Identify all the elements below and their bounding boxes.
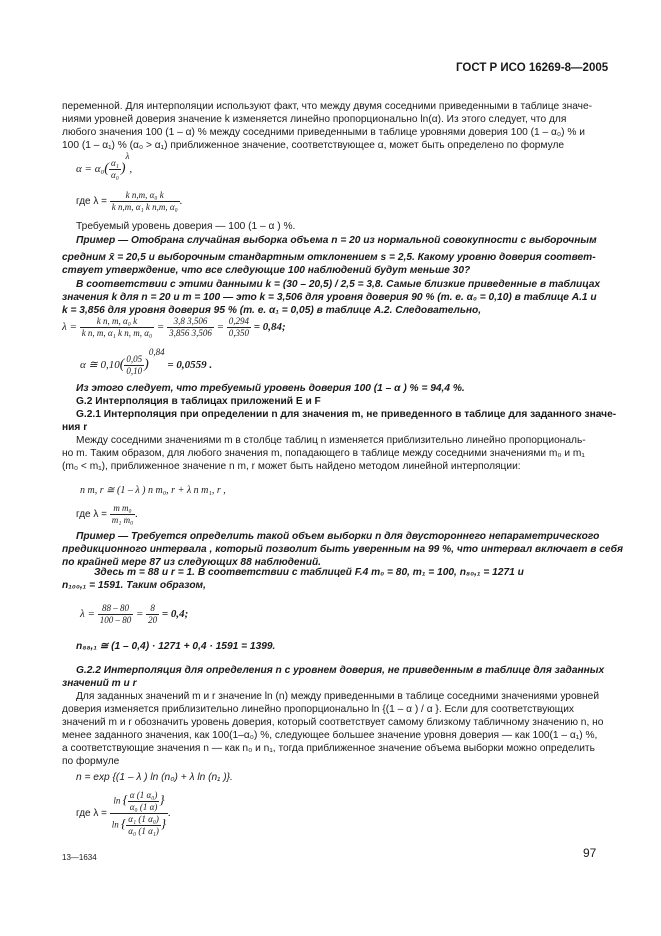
- text-line: ния r: [62, 422, 88, 433]
- text-line: по крайней мере 87 из следующих 88 наблюдений.: [62, 557, 321, 568]
- text-line: G.2.2 Интерполяция для определения n с уровнем доверия, не приведенным в таблице для заданных: [76, 665, 605, 676]
- formula-lambda-definition: где λ = $\frac{\text{k n,m, α₀ k}}{\text{k n,m, α₁ k n,m, α₀}}$ .: [76, 190, 183, 212]
- formula-alpha-example: α ≅ 0,10( $\frac{0,05}{0,10}$ )$^{0,84}$ = 0,0559 .: [80, 347, 213, 376]
- section-g2-heading: G.2 Интерполяция в таблицах приложений Е и F: [76, 396, 321, 407]
- text-line: любого значения 100 (1 – α) % между соседними приведенными в таблице уровнями доверия 100 (1 – α₀) % и: [62, 127, 585, 138]
- formula-lambda-m: где λ = $\frac{\text{m m₀}}{\text{m₁ m₀}}$ .: [76, 503, 139, 525]
- text-line: средним x̄ = 20,5 и выборочным стандартным отклонением s = 2,5. Какому уровню доверия соответ-: [62, 252, 596, 263]
- text-line: а соответствующие значения n — как n₀ и n₁, тогда приближенное значение объема выборки можно определить: [62, 743, 595, 754]
- text-line: по формуле: [62, 756, 120, 767]
- text-line: но m. Таким образом, для любого значения m, попадающего в таблице между соседними значениями m₀ и m₁: [62, 448, 585, 459]
- text-line: 100 (1 – α₁) % (α₀ > α₁) приближенное значение, соответствующее α, может быть определено по формуле: [62, 140, 565, 151]
- required-confidence-text: Требуемый уровень доверия — 100 (1 – α ) %.: [76, 221, 296, 232]
- text-line: (m₀ < m₁), приближенное значение n m, r может быть найдено методом линейной интерполяции:: [62, 461, 521, 472]
- text-line: Здесь m = 88 и r = 1. В соответствии с таблицей F.4 m₀ = 80, m₁ = 100, n₈₀,₁ = 1271 и: [94, 567, 524, 578]
- header-standard: ГОСТ Р ИСО 16269-8—2005: [456, 62, 609, 74]
- text-line: G.2.1 Интерполяция при определении n для значения m, не приведенного в таблице для заданного значе-: [76, 409, 617, 420]
- formula-lambda-ln: где λ = ln { $\frac{\text{α (1 α₀)}}{\text{α₀ (1 α)}}$ } ln { $\frac{\text{α₁ (1 α₀)}}{\text{α₀ (1 α₁)}}$ } .: [76, 790, 171, 836]
- text-line: Пример — Требуется определить такой объем выборки n для двустороннего непараметрического: [76, 531, 600, 542]
- formula-interpolation-n: n m, r ≅ (1 – λ ) n m₀, r + λ n m₁, r ,: [80, 485, 226, 496]
- text-line: менее заданного значения, как 100(1–α₀) %, следующее большее значение уровня доверия — как 100(1 – α₁) %,: [62, 730, 598, 741]
- text-line: предикционного интервала , который позволит быть уверенным на 99 %, что интервал включает в себя: [62, 544, 623, 555]
- text-line: n₁₀₀,₁ = 1591. Таким образом,: [62, 580, 206, 591]
- text-line: значений m и r: [62, 678, 137, 689]
- text-line: Между соседними значениями m в столбце таблиц n изменяется приблизительно линейно пропорциональ-: [76, 435, 586, 446]
- formula-alpha: α = α₀( $\frac{\text{α₁}}{\text{α₀}}$ )$^\lambda$,: [76, 151, 133, 180]
- text-line: значения k для n = 20 и m = 100 — это k = 3,506 для уровня доверия 90 % (т. е. α₀ = 0,10) в таблице А.1 и: [62, 292, 597, 303]
- text-line: Для заданных значений m и r значение ln (n) между приведенными в таблице соседними значениями уровней: [76, 691, 600, 702]
- text-line: k = 3,856 для уровня доверия 95 % (т. е. α₁ = 0,05) в таблице А.2. Следовательно,: [62, 305, 482, 316]
- text-line: переменной. Для интерполяции используют факт, что между двумя соседними приведенными в таблице значе-: [62, 101, 593, 112]
- conclusion-1: Из этого следует, что требуемый уровень доверия 100 (1 – α ) % = 94,4 %.: [76, 383, 465, 394]
- text-line: В соответствии с этими данными k = (30 – 20,5) / 2,5 = 3,8. Самые близкие приведенные в таблицах: [76, 279, 601, 290]
- page-number: 97: [583, 846, 597, 860]
- text-line: доверия изменяется приблизительно линейно пропорционально ln {(1 – α ) / α }. Если для соответствующих: [62, 704, 574, 715]
- formula-n-exp: n = exp {(1 – λ ) ln (n₀) + λ ln (n₁ )}.: [76, 772, 233, 783]
- text-line: ствует утверждение, что все следующие 100 наблюдений будут меньше 30?: [62, 265, 471, 276]
- formula-lambda-example: λ = $\frac{\text{k n, m, α₀ k}}{\text{k n, m, α₁ k n, m, α₀}}$ = $\frac{3,8 3,506}{3,856 3,506}$ = $\frac{0,294}{0,350}$ = 0,84;: [62, 316, 286, 338]
- formula-n88-result: n₈₈,₁ ≅ (1 – 0,4) · 1271 + 0,4 · 1591 = 1399.: [76, 641, 276, 652]
- formula-lambda-example-2: λ = $\frac{88 - 80}{100 - 80}$ = $\frac{8}{20}$ = 0,4;: [80, 603, 189, 625]
- footer-code: 13—1634: [62, 853, 97, 862]
- text-line: ниями уровней доверия значение k изменяется линейно пропорционально ln(α). Из этого следует, что для: [62, 114, 567, 125]
- text-line: значений m и r обозначить уровень доверия, который соответствует самому близкому табличному значению n, но: [62, 717, 604, 728]
- text-line: Пример — Отобрана случайная выборка объема n = 20 из нормальной совокупности с выборочным: [76, 235, 597, 246]
